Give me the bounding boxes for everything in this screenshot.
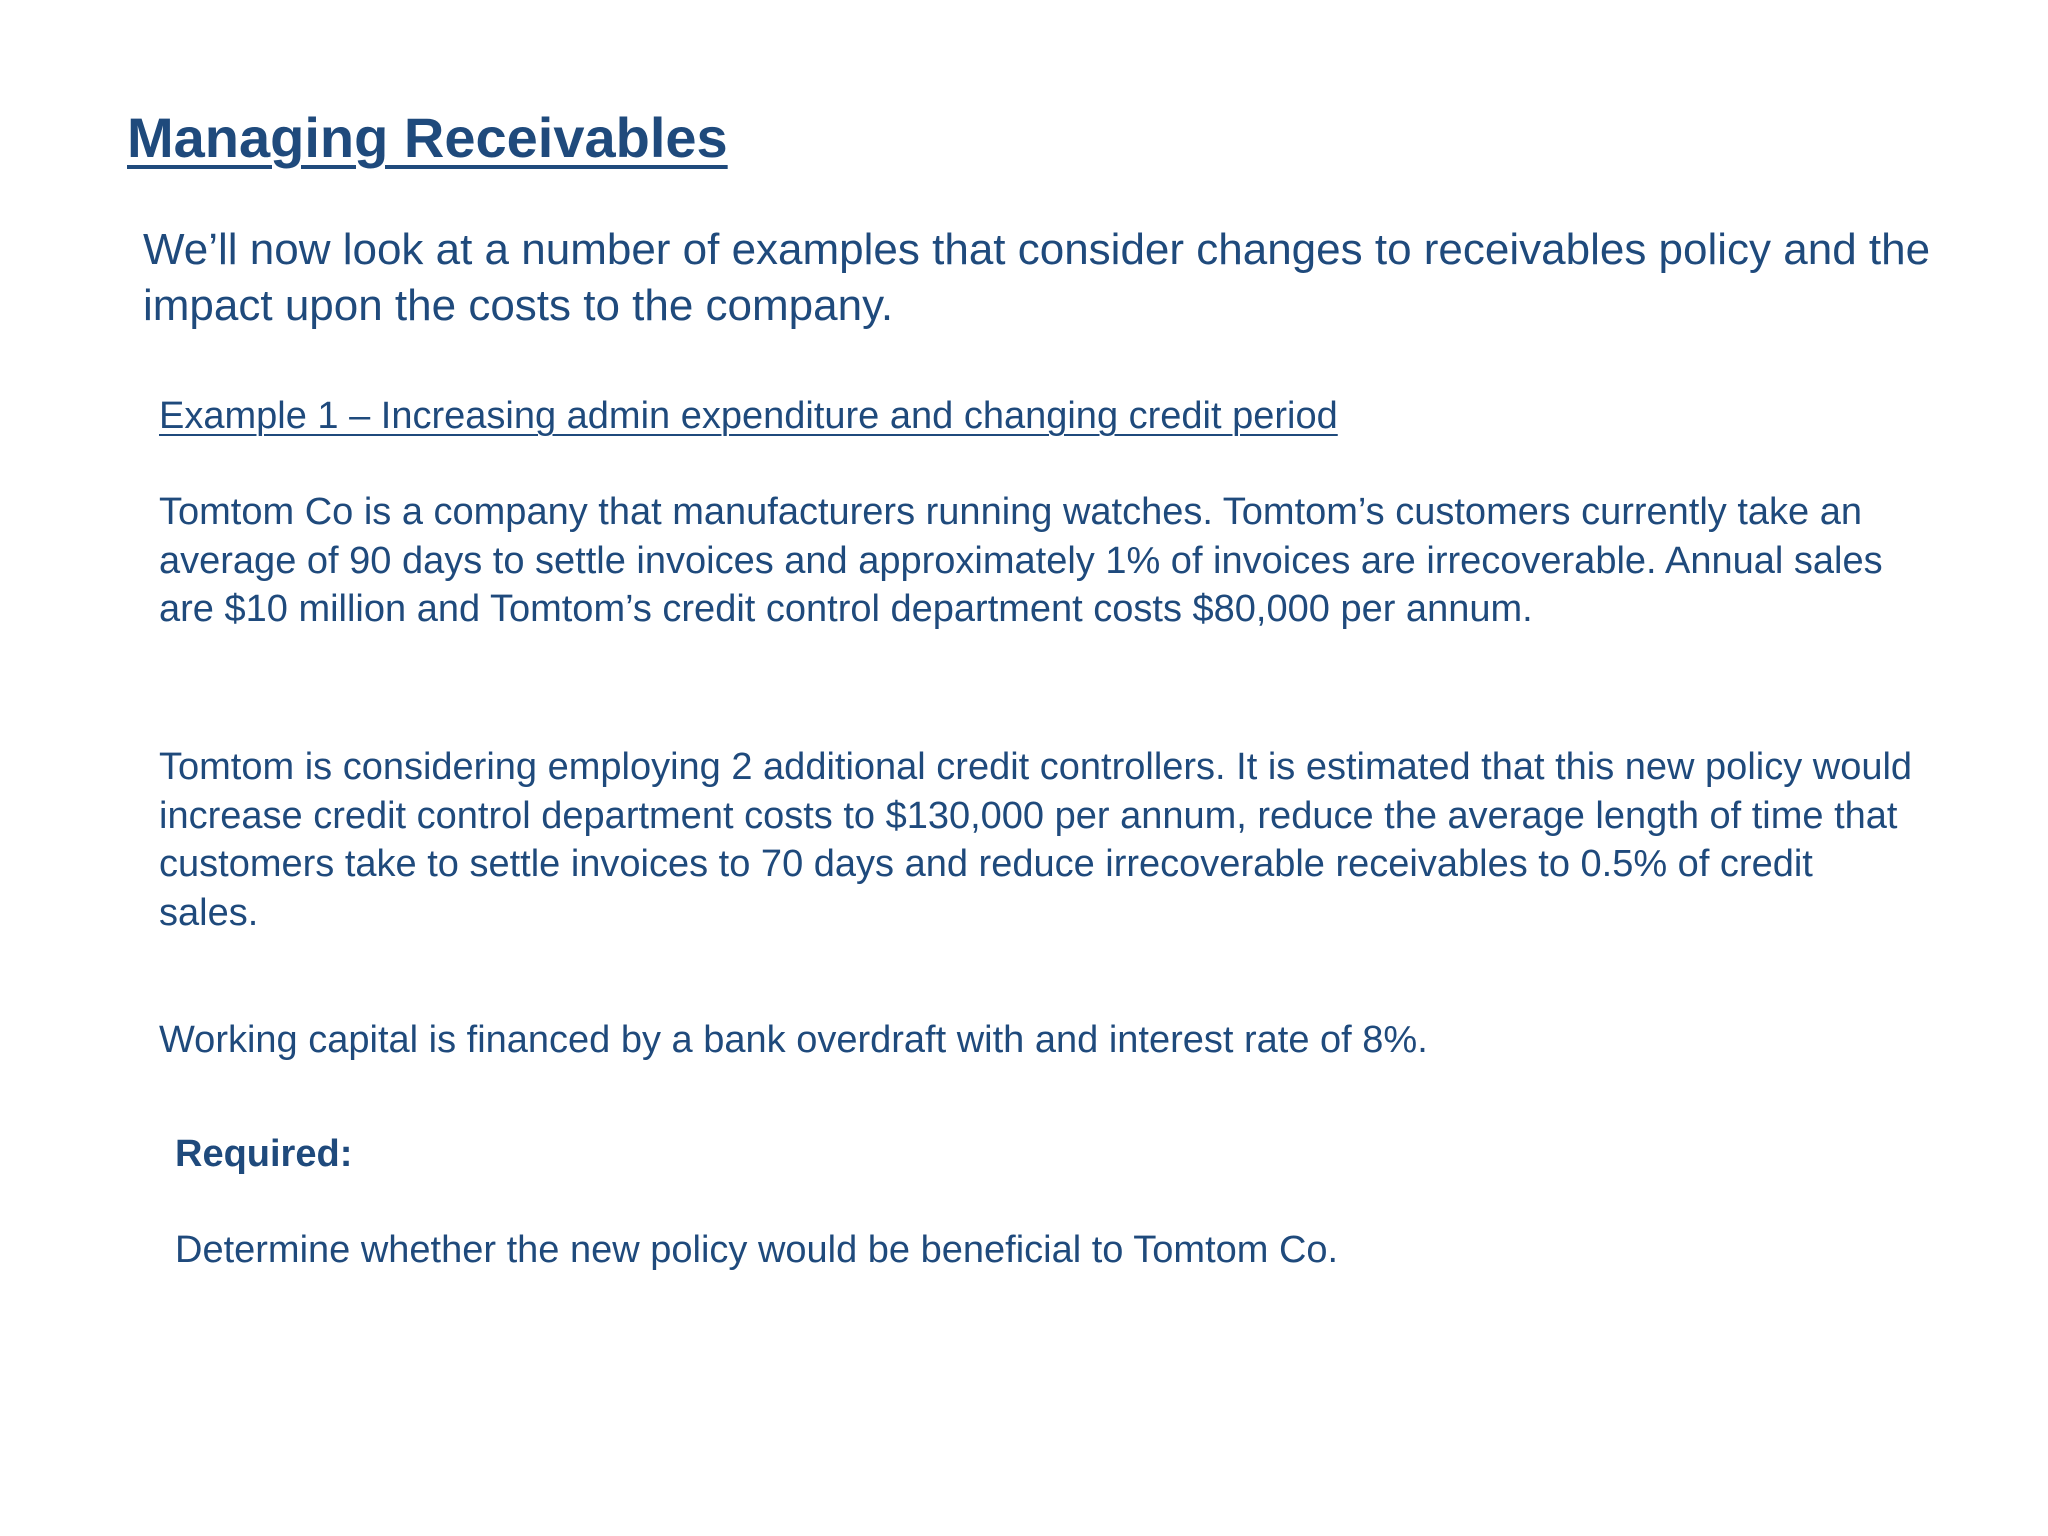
scenario-paragraph-2: Tomtom is considering employing 2 additional credit controllers. It is estimated that this new policy would increase credit control department costs to $130,000 per annum, reduce the average length of time that customers take to settle invoices to 70 days and reduce irrecoverable receivables to 0.5% of credit sales. xyxy=(159,746,1913,934)
required-label: Required: xyxy=(175,1133,353,1175)
example-heading: Example 1 – Increasing admin expenditure and changing credit period xyxy=(159,395,1338,437)
scenario-paragraph-1: Tomtom Co is a company that manufacturers running watches. Tomtom’s customers currently take an average of 90 days to settle invoices and approximately 1% of invoices are irrecoverable. Annual sales are $10 million and Tomtom’s credit control department costs $80,000 per annum. xyxy=(159,491,1883,630)
task-text: Determine whether the new policy would be beneficial to Tomtom Co. xyxy=(175,1229,1339,1271)
intro-text: We’ll now look at a number of examples that consider changes to receivables policy and the impact upon the costs to the company. xyxy=(143,225,1931,330)
financing-paragraph: Working capital is financed by a bank overdraft with and interest rate of 8%. xyxy=(159,1019,1428,1061)
slide-title: Managing Receivables xyxy=(127,106,728,169)
